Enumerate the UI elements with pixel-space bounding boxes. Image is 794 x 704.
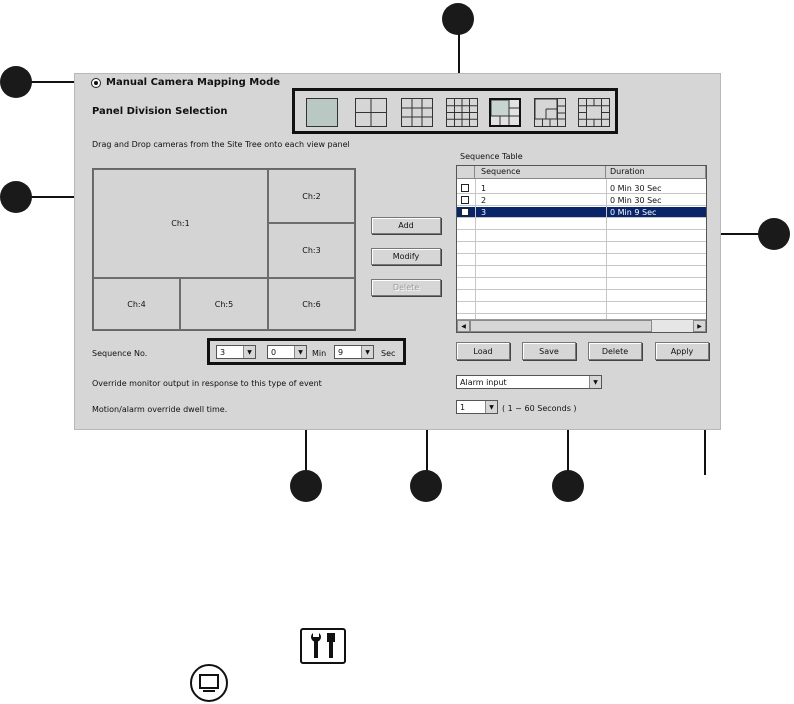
chevron-down-icon: ▼ — [361, 346, 373, 358]
delete-table-button[interactable]: Delete — [588, 342, 642, 360]
override-event-select[interactable] — [456, 375, 602, 389]
callout-marker — [758, 218, 790, 250]
column-header-duration[interactable]: Duration — [606, 166, 706, 179]
dwell-time-value: 1 — [460, 403, 466, 412]
sequence-no-value: 3 — [220, 348, 226, 357]
callout-marker — [442, 3, 474, 35]
callout-marker — [0, 66, 32, 98]
override-label: Override monitor output in response to this type of event — [92, 379, 322, 388]
view-panel-ch3[interactable]: Ch:3 — [268, 223, 355, 278]
sequence-table-title: Sequence Table — [460, 152, 523, 161]
chevron-down-icon: ▼ — [589, 376, 601, 388]
seconds-select[interactable] — [334, 345, 374, 359]
chevron-down-icon: ▼ — [294, 346, 306, 358]
save-button[interactable]: Save — [522, 342, 576, 360]
layout-4-icon[interactable] — [355, 98, 387, 127]
view-panel-ch4[interactable]: Ch:4 — [93, 278, 180, 330]
view-panel-ch5[interactable]: Ch:5 — [180, 278, 268, 330]
dwell-time-select[interactable] — [456, 400, 498, 414]
layout-1-icon[interactable] — [306, 98, 338, 127]
callout-marker — [290, 470, 322, 502]
view-panel-ch6[interactable]: Ch:6 — [268, 278, 355, 330]
scroll-right-icon[interactable]: ▶ — [693, 320, 706, 332]
row-checkbox[interactable] — [461, 208, 469, 216]
sequence-cell: 2 — [481, 196, 487, 205]
table-row[interactable] — [457, 183, 706, 194]
override-event-value: Alarm input — [460, 378, 507, 387]
add-button[interactable]: Add — [371, 217, 441, 234]
layout-6-icon[interactable] — [489, 98, 521, 127]
sequence-no-label: Sequence No. — [92, 349, 148, 358]
layout-9-icon[interactable] — [401, 98, 433, 127]
tools-icon — [300, 628, 346, 664]
callout-marker — [0, 181, 32, 213]
chevron-down-icon: ▼ — [485, 401, 497, 413]
horizontal-scrollbar[interactable] — [457, 319, 706, 332]
minutes-value: 0 — [271, 348, 277, 357]
instructions-text: Drag and Drop cameras from the Site Tree onto each view panel — [92, 140, 350, 149]
empty-row — [457, 219, 706, 230]
modify-button[interactable]: Modify — [371, 248, 441, 265]
row-checkbox[interactable] — [461, 196, 469, 204]
sequence-no-select[interactable] — [216, 345, 256, 359]
view-panel-ch1[interactable]: Ch:1 — [93, 169, 268, 278]
panel-division-title: Panel Division Selection — [92, 106, 228, 117]
duration-cell: 0 Min 30 Sec — [610, 184, 662, 193]
empty-row — [457, 291, 706, 302]
mode-label: Manual Camera Mapping Mode — [106, 77, 281, 88]
dwell-range-label: ( 1 ~ 60 Seconds ) — [502, 404, 577, 413]
column-header-sequence[interactable]: Sequence — [475, 166, 606, 179]
minutes-select[interactable] — [267, 345, 307, 359]
sequence-cell: 1 — [481, 184, 487, 193]
view-panel-grid — [92, 168, 356, 331]
monitor-icon — [190, 664, 228, 702]
view-panel-ch2[interactable]: Ch:2 — [268, 169, 355, 223]
table-row-selected[interactable] — [457, 207, 706, 218]
apply-button[interactable]: Apply — [655, 342, 709, 360]
seconds-value: 9 — [338, 348, 344, 357]
load-button[interactable]: Load — [456, 342, 510, 360]
manual-mapping-radio[interactable] — [91, 78, 101, 88]
empty-row — [457, 243, 706, 254]
dwell-label: Motion/alarm override dwell time. — [92, 405, 228, 414]
empty-row — [457, 231, 706, 242]
table-row[interactable] — [457, 195, 706, 206]
layout-8-icon[interactable] — [534, 98, 566, 127]
sequence-table[interactable] — [456, 165, 707, 333]
duration-cell: 0 Min 30 Sec — [610, 196, 662, 205]
empty-row — [457, 303, 706, 314]
sequence-cell: 3 — [481, 208, 487, 217]
row-checkbox[interactable] — [461, 184, 469, 192]
delete-sequence-button[interactable]: Delete — [371, 279, 441, 296]
chevron-down-icon: ▼ — [243, 346, 255, 358]
empty-row — [457, 279, 706, 290]
callout-marker — [552, 470, 584, 502]
empty-row — [457, 267, 706, 278]
layout-16-icon[interactable] — [446, 98, 478, 127]
seconds-label: Sec — [381, 349, 396, 358]
minutes-label: Min — [312, 349, 327, 358]
duration-cell: 0 Min 9 Sec — [610, 208, 657, 217]
scroll-left-icon[interactable]: ◀ — [457, 320, 470, 332]
layout-selector — [292, 88, 618, 134]
empty-row — [457, 255, 706, 266]
layout-13-icon[interactable] — [578, 98, 610, 127]
column-header-check[interactable] — [457, 166, 475, 179]
callout-marker — [410, 470, 442, 502]
sequence-time-group — [207, 338, 406, 365]
scroll-thumb[interactable] — [470, 320, 652, 332]
